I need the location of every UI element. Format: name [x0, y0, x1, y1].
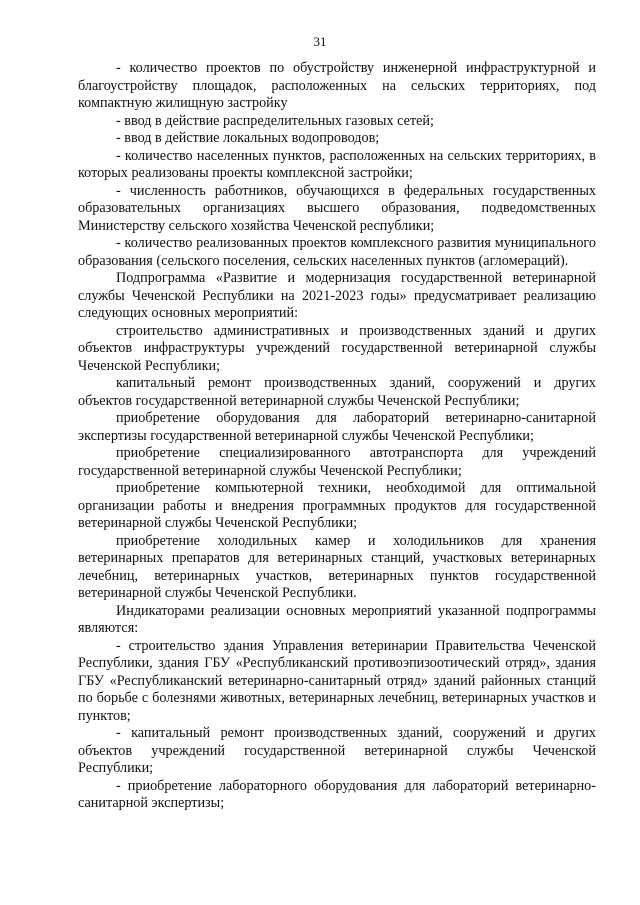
page-body	[78, 60, 596, 813]
paragraph: - количество реализованных проектов комплексного развития муниципального образования (сельского поселения, сельских населенных пунктов (агломераций).	[78, 235, 596, 269]
paragraph: - ввод в действие локальных водопроводов;	[116, 130, 380, 146]
paragraph: - капитальный ремонт производственных зданий, сооружений и других объектов учреждений государственной ветеринарной службы Чеченской Республики;	[78, 725, 596, 776]
paragraph: - приобретение лабораторного оборудования для лабораторий ветеринарно-санитарной экспертизы;	[78, 777, 596, 811]
paragraph: капитальный ремонт производственных зданий, сооружений и других объектов государственной ветеринарной службы Чеченской Республики;	[78, 375, 596, 409]
page-number: 31	[313, 34, 327, 49]
paragraph: приобретение холодильных камер и холодильников для хранения ветеринарных препаратов для ветеринарных станций, участковых ветеринарных лечебниц, ветеринарных участков, ветеринарных пунктов государственной ветеринарной службы Чеченской Республики.	[78, 532, 596, 601]
paragraph: - количество населенных пунктов, расположенных на сельских территориях, в которых реализованы проекты комплексной застройки;	[78, 147, 596, 181]
paragraph: - численность работников, обучающихся в федеральных государственных образовательных организациях высшего образования, подведомственных Министерству сельского хозяйства Чеченской республики;	[78, 182, 596, 234]
paragraph: приобретение специализированного автотранспорта для учреждений государственной ветеринарной службы Чеченской Республики;	[78, 445, 596, 479]
paragraph: приобретение компьютерной техники, необходимой для оптимальной организации работы и внедрения программных продуктов для государственной ветеринарной службы Чеченской Республики;	[78, 480, 596, 531]
paragraph: - количество проектов по обустройству инженерной инфраструктурной и благоустройству площадок, расположенных на сельских территориях, под компактную жилищную застройку	[78, 60, 596, 111]
paragraph: - ввод в действие распределительных газовых сетей;	[116, 112, 434, 129]
paragraph: приобретение оборудования для лабораторий ветеринарно-санитарной экспертизы государственной ветеринарной службы Чеченской Республики;	[78, 410, 596, 444]
paragraph: строительство административных и производственных зданий и других объектов инфраструктуры учреждений государственной ветеринарной службы Чеченской Республики;	[78, 322, 596, 374]
paragraph: Индикаторами реализации основных мероприятий указанной подпрограммы являются:	[78, 602, 596, 636]
paragraph: Подпрограмма «Развитие и модернизация государственной ветеринарной службы Чеченской Республики на 2021-2023 годы» предусматривает реализацию следующих основных мероприятий:	[78, 270, 596, 321]
paragraph: - строительство здания Управления ветеринарии Правительства Чеченской Республики, здания ГБУ «Республиканский противоэпизоотический отряд», здания ГБУ «Республиканский ветеринарно-санитарный отряд» зданий районных станций по борьбе с болезнями животных, ветеринарных лечебниц, ветеринарных участков и пунктов;	[78, 637, 596, 724]
